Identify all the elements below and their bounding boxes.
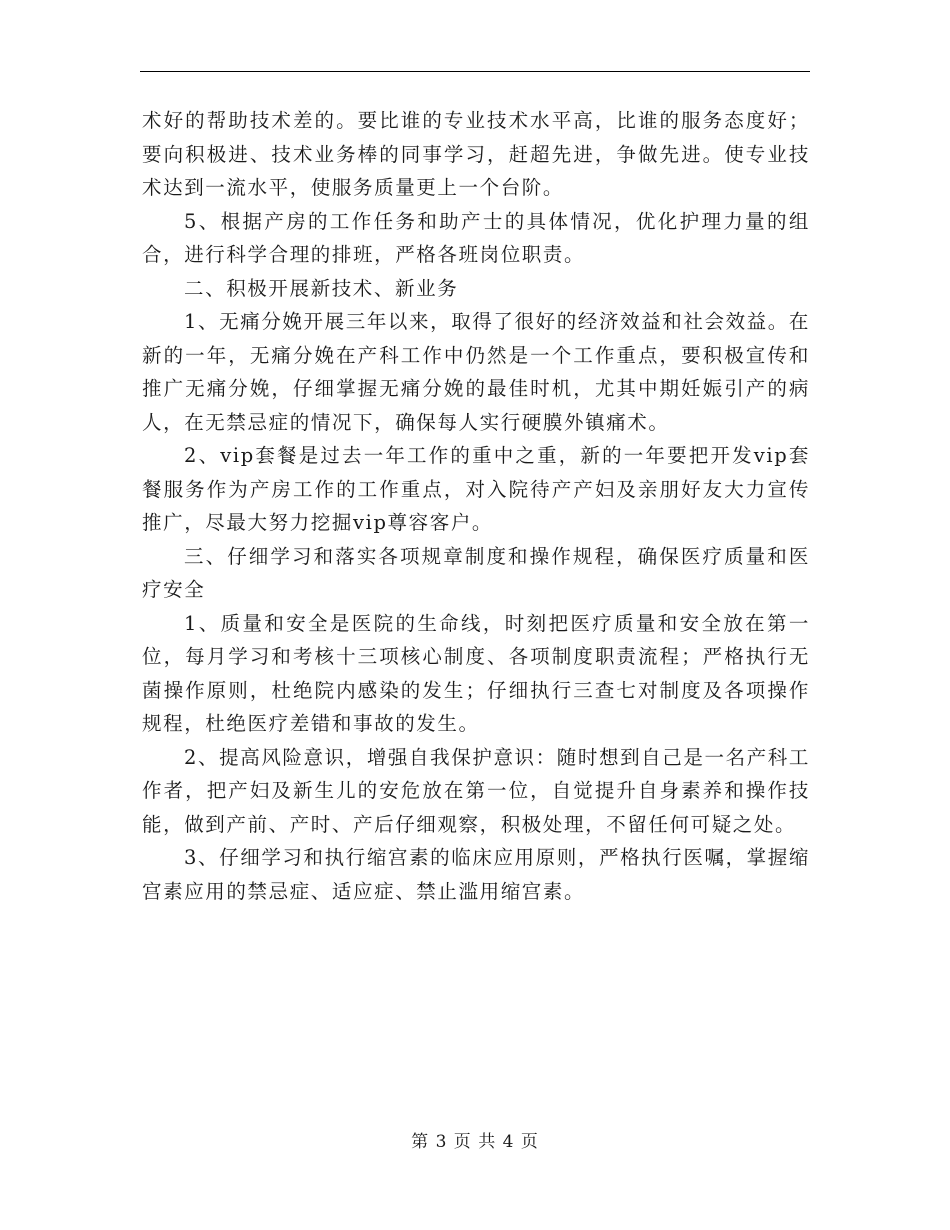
section-heading: 二、积极开展新技术、新业务 — [184, 276, 459, 300]
paragraph: 2、vip套餐是过去一年工作的重中之重，新的一年要把开发vip套餐服务作为产房工作的工作重点，对入院待产产妇及亲朋好友大力宣传推广，尽最大努力挖掘vip尊容客户。 — [142, 444, 810, 534]
paragraph: 5、根据产房的工作任务和助产士的具体情况，优化护理力量的组合，进行科学合理的排班，严格各班岗位职责。 — [142, 209, 810, 266]
paragraph: 2、提高风险意识，增强自我保护意识：随时想到自己是一名产科工作者，把产妇及新生儿的安危放在第一位，自觉提升自身素养和操作技能，做到产前、产时、产后仔细观察，积极处理，不留任何可疑之处。 — [142, 745, 810, 836]
paragraph: 术好的帮助技术差的。要比谁的专业技术水平高，比谁的服务态度好；要向积极进、技术业务棒的同事学习，赶超先进，争做先进。使专业技术达到一流水平，使服务质量更上一个台阶。 — [142, 109, 810, 199]
paragraph: 1、质量和安全是医院的生命线，时刻把医疗质量和安全放在第一位，每月学习和考核十三项核心制度、各项制度职责流程；严格执行无菌操作原则，杜绝院内感染的发生；仔细执行三查七对制度及各项操作规程，杜绝医疗差错和事故的发生。 — [142, 611, 810, 735]
paragraph: 1、无痛分娩开展三年以来，取得了很好的经济效益和社会效益。在新的一年，无痛分娩在产科工作中仍然是一个工作重点，要积极宣传和推广无痛分娩，仔细掌握无痛分娩的最佳时机，尤其中期妊娠引产的病人，在无禁忌症的情况下，确保每人实行硬膜外镇痛术。 — [142, 310, 810, 434]
document-body — [142, 104, 810, 908]
section-heading: 三、仔细学习和落实各项规章制度和操作规程，确保医疗质量和医疗安全 — [142, 544, 810, 601]
header-rule — [140, 71, 810, 72]
paragraph: 3、仔细学习和执行缩宫素的临床应用原则，严格执行医嘱，掌握缩宫素应用的禁忌症、适应症、禁止滥用缩宫素。 — [142, 846, 810, 903]
page-number: 第 3 页 共 4 页 — [411, 1132, 539, 1152]
